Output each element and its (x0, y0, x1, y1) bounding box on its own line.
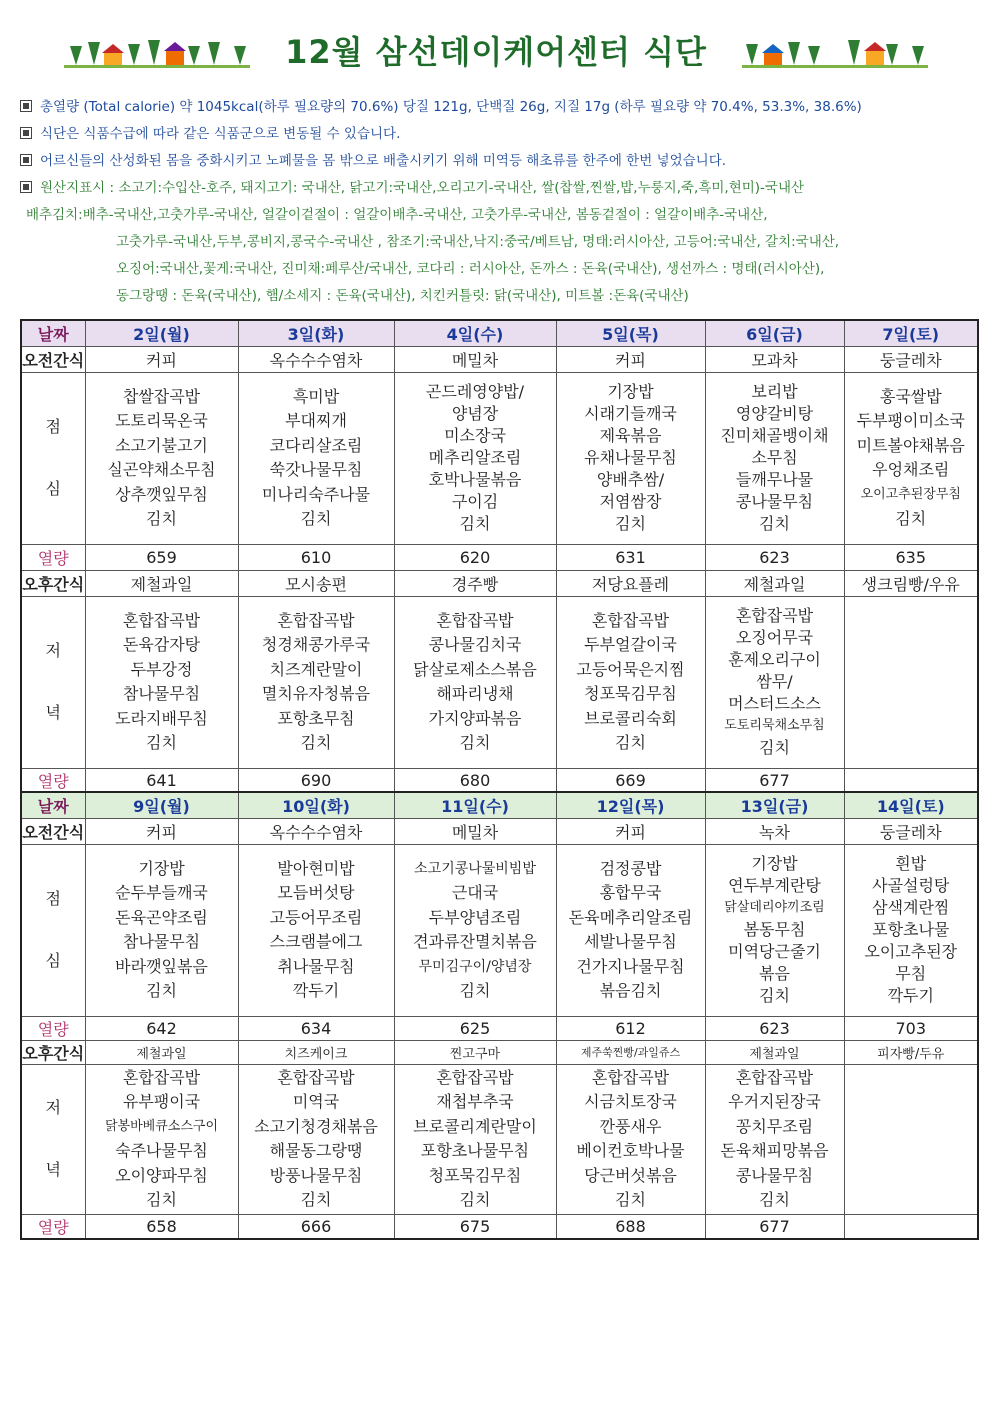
menu-item: 청포묵김무침 (428, 1165, 522, 1185)
menu-item: 무미김구이/양념장 (418, 958, 532, 975)
menu-item: 기장밥 (138, 858, 185, 878)
menu-item: 베이컨호박나물 (576, 1141, 685, 1160)
menu-item: 검정콩밥 (599, 858, 662, 878)
kcal-cell: 675 (394, 1214, 556, 1239)
kcal-cell (844, 768, 978, 793)
dinner-label: 저 녁 (21, 596, 85, 768)
snack-cell: 치즈케이크 (238, 1040, 394, 1064)
menu-item: 시래기들깨국 (584, 404, 677, 423)
snack-cell: 제철과일 (705, 570, 844, 596)
menu-item: 홍합무국 (599, 883, 662, 902)
menu-item: 해파리냉채 (436, 684, 514, 703)
snack-cell: 제주쑥찐빵/과일쥬스 (556, 1040, 705, 1064)
page-title: 12월 삼선데이케어센터 식단 (285, 33, 707, 71)
date-row (21, 792, 978, 818)
afternoon-snack-label: 오후간식 (21, 570, 85, 596)
menu-item: 김치 (146, 1190, 177, 1209)
afternoon-snack-row (21, 1040, 978, 1064)
menu-item: 도토리묵온국 (115, 411, 208, 430)
menu-cell (238, 844, 394, 1016)
note-calorie: 총열량 (Total calorie) 약 1045kcal(하루 필요량의 70.6%) 당질 121g, 단백질 26g, 지질 17g (하루 필요량 약 70.4%, 53.3%, 38.6%) (20, 94, 980, 121)
menu-item: 김치 (300, 733, 332, 752)
lunch-row (21, 372, 978, 544)
menu-item: 미역당근줄기 (728, 942, 821, 961)
menu-cell (556, 844, 705, 1016)
menu-item: 김치 (615, 733, 646, 752)
menu-item: 김치 (759, 738, 790, 757)
menu-item: 혼합잡곡밥 (735, 606, 814, 625)
origin-line: 오징어:국내산,꽃게:국내산, 진미채:페루산/국내산, 코다리 : 러시아산, 돈까스 : 돈육(국내산), 생선까스 : 명태(러시아산), (116, 261, 825, 277)
date-label: 날짜 (21, 792, 85, 818)
snack-cell: 메밀차 (394, 818, 556, 844)
kcal-cell: 688 (556, 1214, 705, 1239)
menu-item: 깍두기 (292, 981, 340, 1000)
origin-line: 동그랑땡 : 돈육(국내산), 햄/소세지 : 돈육(국내산), 치킨커틀릿: 닭(국내산), 미트볼 :돈육(국내산) (116, 288, 689, 304)
menu-item: 김치 (146, 733, 177, 752)
menu-item: 깍두기 (887, 986, 934, 1005)
menu-item: 닭살로제소스볶음 (413, 659, 537, 679)
menu-item: 도토리묵채소무침 (724, 718, 825, 733)
menu-item: 흑미밥 (292, 386, 340, 406)
kcal-label: 열량 (21, 768, 85, 793)
morning-snack-label: 오전간식 (21, 346, 85, 372)
snack-cell: 메밀차 (394, 346, 556, 372)
snack-cell: 옥수수수염차 (238, 346, 394, 372)
snack-cell: 커피 (556, 346, 705, 372)
kcal-label: 열량 (21, 1016, 85, 1040)
menu-item: 두부얼갈이국 (584, 635, 677, 654)
menu-item: 혼합잡곡밥 (436, 610, 514, 630)
menu-item: 실곤약채소무침 (107, 460, 216, 479)
menu-item: 돈육감자탕 (122, 635, 201, 654)
menu-item: 진미채골뱅이채 (720, 426, 829, 445)
menu-item: 바라깻잎볶음 (115, 956, 208, 976)
menu-item: 보리밥 (751, 382, 798, 401)
menu-item: 돈육곤약조림 (115, 907, 208, 927)
kcal-cell: 666 (238, 1214, 394, 1239)
lunch-label: 점 심 (21, 844, 85, 1016)
menu-item: 닭살데리야끼조림 (724, 900, 825, 915)
menu-item: 우거지된장국 (728, 1092, 821, 1111)
dinner-row (21, 596, 978, 768)
menu-cell (556, 596, 705, 768)
menu-item: 유채나물무침 (584, 448, 677, 467)
kcal-label: 열량 (21, 544, 85, 570)
menu-cell (705, 1064, 844, 1214)
kcal-cell: 623 (705, 1016, 844, 1040)
kcal-cell: 677 (705, 1214, 844, 1239)
day-header: 4일(수) (394, 320, 556, 346)
day-header: 10일(화) (238, 792, 394, 818)
menu-item: 저염쌈장 (599, 492, 662, 511)
menu-item: 오이고추된장무침 (860, 486, 961, 502)
menu-item: 세발나물무침 (584, 932, 677, 951)
menu-item: 김치 (615, 514, 646, 533)
menu-item: 두부양념조림 (428, 907, 522, 927)
menu-item: 김치 (895, 509, 927, 528)
menu-item: 견과류잔멸치볶음 (413, 932, 537, 951)
menu-cell (705, 372, 844, 544)
menu-item: 가지양파볶음 (428, 708, 522, 728)
snack-cell: 제철과일 (705, 1040, 844, 1064)
day-header: 11일(수) (394, 792, 556, 818)
notes-section (20, 94, 980, 310)
snack-cell: 모과차 (705, 346, 844, 372)
kcal-cell (844, 1214, 978, 1239)
menu-item: 혼합잡곡밥 (277, 1067, 355, 1087)
menu-item: 미소장국 (444, 426, 506, 445)
menu-item: 소고기불고기 (115, 435, 208, 455)
menu-item: 홍국쌀밥 (879, 386, 942, 406)
menu-item: 김치 (759, 986, 790, 1005)
menu-cell (844, 596, 978, 768)
menu-cell (238, 1064, 394, 1214)
menu-item: 김치 (459, 733, 491, 752)
morning-snack-label: 오전간식 (21, 818, 85, 844)
menu-item: 콩나물김치국 (428, 635, 522, 654)
afternoon-snack-label: 오후간식 (21, 1040, 85, 1064)
menu-item: 김치 (615, 1190, 646, 1209)
menu-cell (394, 844, 556, 1016)
menu-item: 김치 (759, 1190, 790, 1209)
menu-item: 소무침 (751, 448, 798, 467)
menu-item: 우엉채조림 (872, 460, 950, 479)
kcal-cell: 634 (238, 1016, 394, 1040)
menu-item: 브로콜리계란말이 (413, 1116, 537, 1136)
menu-cell (844, 372, 978, 544)
menu-cell (556, 1064, 705, 1214)
menu-cell (85, 372, 238, 544)
snack-cell: 피자빵/두유 (844, 1040, 978, 1064)
day-header: 12일(목) (556, 792, 705, 818)
menu-item: 들깨무나물 (735, 470, 814, 489)
day-header: 2일(월) (85, 320, 238, 346)
menu-cell (238, 596, 394, 768)
menu-item: 숙주나물무침 (115, 1141, 208, 1160)
menu-item: 소고기청경채볶음 (254, 1116, 378, 1136)
menu-item: 포항초무침 (277, 708, 355, 728)
lunch-row (21, 844, 978, 1016)
menu-item: 소고기콩나물비빔밥 (414, 860, 536, 877)
menu-item: 곤드레영양밥/ (425, 382, 525, 401)
menu-item: 기장밥 (751, 854, 798, 873)
menu-table-week-2 (20, 791, 979, 1240)
menu-item: 훈제오리구이 (728, 650, 821, 669)
kcal-cell: 631 (556, 544, 705, 570)
menu-cell (85, 596, 238, 768)
day-header: 14일(토) (844, 792, 978, 818)
menu-item: 김치 (459, 514, 491, 533)
menu-item: 해물동그랑땡 (269, 1141, 363, 1160)
kcal-cell: 610 (238, 544, 394, 570)
dinner-label: 저 녁 (21, 1064, 85, 1214)
day-header: 5일(목) (556, 320, 705, 346)
menu-item: 코다리살조림 (269, 435, 363, 455)
snack-cell: 저당요플레 (556, 570, 705, 596)
menu-item: 깐풍새우 (599, 1116, 662, 1136)
kcal-cell: 642 (85, 1016, 238, 1040)
menu-item: 구이김 (451, 492, 499, 511)
title-bar (0, 30, 992, 80)
menu-item: 쑥갓나물무침 (269, 460, 363, 479)
kcal-cell: 690 (238, 768, 394, 793)
menu-item: 메추리알조림 (428, 448, 522, 467)
menu-item: 혼합잡곡밥 (122, 610, 201, 630)
menu-item: 혼합잡곡밥 (591, 1067, 670, 1087)
snack-cell: 녹차 (705, 818, 844, 844)
menu-item: 김치 (300, 1190, 332, 1209)
note-seaweed: 어르신들의 산성화된 몸을 중화시키고 노폐물을 몸 밖으로 배출시키기 위해 미역등 해초류를 한주에 한번 넣었습니다. (20, 148, 980, 175)
menu-item: 김치 (459, 1190, 491, 1209)
menu-item: 돈육채피망볶음 (720, 1141, 829, 1160)
menu-item: 청경채콩가루국 (261, 635, 371, 654)
kcal-cell: 620 (394, 544, 556, 570)
menu-item: 혼합잡곡밥 (591, 610, 670, 630)
menu-item: 시금치토장국 (584, 1092, 677, 1111)
kcal-label: 열량 (21, 1214, 85, 1239)
menu-item: 스크램블에그 (269, 932, 363, 951)
menu-item: 혼합잡곡밥 (436, 1067, 514, 1087)
lunch-label: 점 심 (21, 372, 85, 544)
menu-item: 건가지나물무침 (576, 956, 685, 976)
menu-item: 양념장 (451, 404, 499, 423)
kcal-cell: 680 (394, 768, 556, 793)
day-header: 3일(화) (238, 320, 394, 346)
menu-item: 기장밥 (607, 382, 654, 401)
dinner-kcal-row (21, 768, 978, 793)
kcal-cell: 703 (844, 1016, 978, 1040)
snack-cell: 모시송편 (238, 570, 394, 596)
kcal-cell: 641 (85, 768, 238, 793)
menu-item: 재첩부추국 (436, 1092, 514, 1111)
menu-item: 삼색계란찜 (872, 898, 950, 917)
menu-item: 무침 (895, 964, 927, 983)
menu-item: 미나리숙주나물 (261, 484, 371, 504)
note-substitution: 식단은 식품수급에 따라 같은 식품군으로 변동될 수 있습니다. (20, 121, 980, 148)
kcal-cell: 635 (844, 544, 978, 570)
date-row (21, 320, 978, 346)
menu-item: 머스터드소스 (728, 694, 821, 713)
menu-item: 봄동무침 (743, 920, 806, 939)
snack-cell: 커피 (85, 818, 238, 844)
menu-item: 근대국 (451, 883, 499, 902)
menu-cell (844, 1064, 978, 1214)
snack-cell: 둥글레차 (844, 818, 978, 844)
menu-item: 영양갈비탕 (735, 404, 814, 423)
menu-cell (394, 1064, 556, 1214)
menu-item: 오이고추된장 (864, 942, 958, 961)
origin-line: 고춧가루-국내산,두부,콩비지,콩국수-국내산 , 참조기:국내산,낙지:중국/베트남, 명태:러시아산, 고등어:국내산, 갈치:국내산, (116, 234, 840, 250)
menu-item: 모듬버섯탕 (277, 883, 355, 902)
menu-item: 취나물무침 (277, 956, 355, 976)
origin-line: 배추김치:배추-국내산,고춧가루-국내산, 얼갈이겉절이 : 얼갈이배추-국내산, 고춧가루-국내산, 봄동겉절이 : 얼갈이배추-국내산, (26, 207, 768, 223)
kcal-cell: 658 (85, 1214, 238, 1239)
menu-item: 김치 (146, 981, 177, 1000)
menu-item: 미역국 (292, 1092, 340, 1111)
menu-item: 치즈계란말이 (269, 659, 363, 679)
menu-item: 김치 (759, 514, 790, 533)
menu-item: 돈육메추리알조림 (568, 907, 693, 927)
menu-item: 콩나물무침 (735, 1165, 814, 1185)
menu-item: 볶음김치 (599, 981, 662, 1000)
menu-item: 상추깻잎무침 (115, 484, 208, 504)
morning-snack-row (21, 346, 978, 372)
menu-item: 김치 (300, 509, 332, 528)
menu-item: 혼합잡곡밥 (122, 1067, 201, 1087)
menu-cell (844, 844, 978, 1016)
dinner-kcal-row (21, 1214, 978, 1239)
kcal-cell: 677 (705, 768, 844, 793)
snack-cell: 옥수수수염차 (238, 818, 394, 844)
menu-item: 사골설렁탕 (872, 876, 950, 895)
bullet-square-icon (20, 181, 32, 193)
menu-item: 양배추쌈/ (596, 470, 665, 489)
menu-item: 콩나물무침 (735, 492, 814, 511)
village-decoration-icon (742, 34, 928, 70)
menu-cell (705, 596, 844, 768)
menu-cell (85, 1064, 238, 1214)
menu-item: 발아현미밥 (277, 858, 355, 878)
snack-cell: 경주빵 (394, 570, 556, 596)
menu-item: 김치 (459, 981, 491, 1000)
menu-item: 연두부계란탕 (728, 876, 821, 895)
menu-item: 김치 (146, 509, 177, 528)
menu-item: 고등어무조림 (269, 907, 363, 927)
snack-cell: 제철과일 (85, 570, 238, 596)
menu-cell (394, 372, 556, 544)
menu-item: 순두부들깨국 (115, 883, 208, 902)
snack-cell: 찐고구마 (394, 1040, 556, 1064)
lunch-kcal-row (21, 544, 978, 570)
day-header: 9일(월) (85, 792, 238, 818)
menu-item: 포항초나물무침 (420, 1141, 530, 1160)
menu-cell (556, 372, 705, 544)
menu-item: 호박나물볶음 (428, 470, 522, 489)
menu-item: 브로콜리숙회 (584, 708, 677, 728)
kcal-cell: 669 (556, 768, 705, 793)
morning-snack-row (21, 818, 978, 844)
snack-cell: 생크림빵/우유 (844, 570, 978, 596)
menu-item: 청포묵김무침 (584, 684, 677, 703)
menu-cell (705, 844, 844, 1016)
menu-item: 유부팽이국 (122, 1092, 201, 1111)
menu-item: 쌈무/ (756, 672, 793, 691)
menu-item: 부대찌개 (285, 411, 347, 430)
menu-item: 찹쌀잡곡밥 (122, 386, 201, 406)
kcal-cell: 612 (556, 1016, 705, 1040)
snack-cell: 커피 (556, 818, 705, 844)
menu-cell (85, 844, 238, 1016)
menu-item: 오이양파무침 (115, 1165, 208, 1185)
note-origin: 원산지표시 : 소고기:수입산-호주, 돼지고기: 국내산, 닭고기:국내산,오리고기-국내산, 쌀(찹쌀,찐쌀,밥,누룽지,죽,흑미,현미)-국내산 (20, 175, 980, 202)
day-header: 6일(금) (705, 320, 844, 346)
menu-item: 혼합잡곡밥 (277, 610, 355, 630)
menu-item: 멸치유자청볶음 (261, 684, 371, 703)
menu-item: 참나물무침 (122, 932, 201, 951)
menu-item: 방풍나물무침 (269, 1165, 363, 1185)
menu-item: 두부강정 (130, 659, 193, 679)
snack-cell: 둥글레차 (844, 346, 978, 372)
menu-item: 닭봉바베큐소스구이 (104, 1118, 219, 1134)
menu-item: 흰밥 (895, 854, 927, 873)
menu-cell (238, 372, 394, 544)
day-header: 7일(토) (844, 320, 978, 346)
bullet-square-icon (20, 100, 32, 112)
lunch-kcal-row (21, 1016, 978, 1040)
menu-item: 당근버섯볶음 (584, 1165, 677, 1185)
bullet-square-icon (20, 154, 32, 166)
dinner-row (21, 1064, 978, 1214)
kcal-cell: 625 (394, 1016, 556, 1040)
day-header: 13일(금) (705, 792, 844, 818)
menu-item: 제육볶음 (599, 426, 662, 445)
menu-item: 두부팽이미소국 (856, 411, 965, 430)
snack-cell: 커피 (85, 346, 238, 372)
menu-item: 도라지배무침 (115, 708, 208, 728)
menu-item: 혼합잡곡밥 (735, 1067, 814, 1087)
kcal-cell: 659 (85, 544, 238, 570)
menu-cell (394, 596, 556, 768)
menu-item: 참나물무침 (122, 684, 201, 703)
menu-table-week-1 (20, 319, 979, 794)
menu-item: 볶음 (759, 964, 790, 983)
bullet-square-icon (20, 127, 32, 139)
menu-item: 고등어묵은지찜 (576, 659, 685, 679)
menu-item: 미트볼야채볶음 (856, 435, 965, 455)
date-label: 날짜 (21, 320, 85, 346)
snack-cell: 제철과일 (85, 1040, 238, 1064)
afternoon-snack-row (21, 570, 978, 596)
menu-item: 꽁치무조림 (735, 1116, 814, 1136)
menu-item: 포항초나물 (872, 920, 950, 939)
menu-item: 오징어무국 (735, 628, 814, 647)
kcal-cell: 623 (705, 544, 844, 570)
